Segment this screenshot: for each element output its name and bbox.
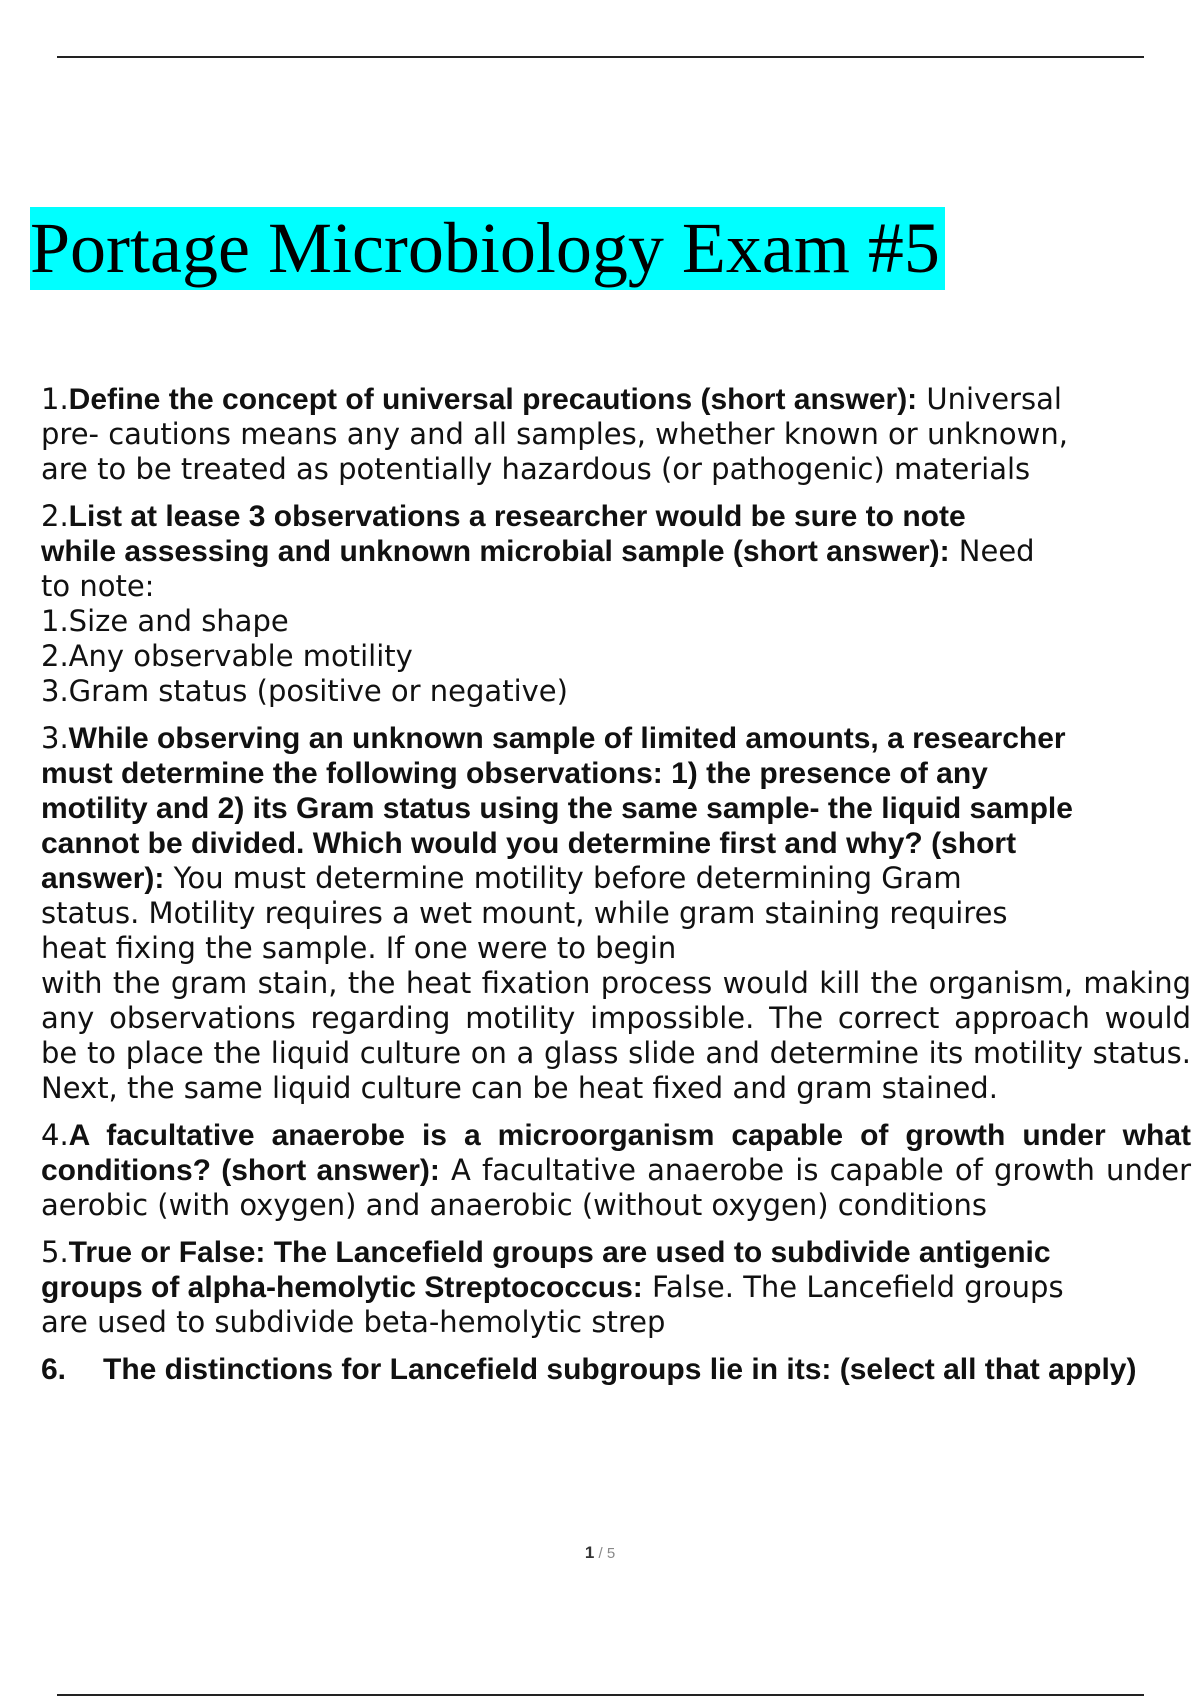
- list-item-number: 3.: [41, 674, 69, 708]
- question-answer: Need: [949, 534, 1035, 568]
- page-title: Portage Microbiology Exam #5: [30, 208, 940, 288]
- page-total: 5: [606, 1545, 616, 1562]
- question-prompt: answer):: [41, 862, 165, 895]
- question-answer: are to be treated as potentially hazardous (or pathogenic) materials: [41, 452, 1031, 486]
- question-answer: status. Motility requires a wet mount, while gram staining requires: [41, 896, 1008, 930]
- question-2: [41, 499, 1191, 709]
- question-prompt: The distinctions for Lancefield subgroups lie in its: (select all that apply): [103, 1353, 1137, 1386]
- list-item-number: 1.: [41, 604, 69, 638]
- list-item: [41, 674, 1191, 709]
- list-item-text: Any observable motility: [68, 639, 413, 673]
- question-5: [41, 1235, 1191, 1340]
- question-answer-continued: with the gram stain, the heat fixation process would kill the organism, making any observations regarding motility impossible. The correct approach would be to place the liquid culture on a glass slide and determine its motility status. Next, the same liquid culture can be heat fixed and gram stained.: [41, 966, 1191, 1105]
- bottom-rule: [57, 1694, 1144, 1696]
- question-3: [41, 721, 1191, 1106]
- question-prompt: must determine the following observations: 1) the presence of any: [41, 757, 988, 790]
- question-prompt: while assessing and unknown microbial sample (short answer):: [41, 535, 950, 568]
- page-current: 1: [584, 1543, 595, 1562]
- question-answer: You must determine motility before determining Gram: [164, 861, 962, 895]
- list-item-text: Size and shape: [68, 604, 289, 638]
- question-number: 3.: [41, 721, 69, 755]
- question-prompt: cannot be divided. Which would you determine first and why? (short: [41, 827, 1017, 860]
- list-item: [41, 639, 1191, 674]
- page-separator: /: [594, 1545, 607, 1562]
- question-prompt: Define the concept of universal precautions (short answer):: [68, 383, 918, 416]
- question-number: 1.: [41, 382, 69, 416]
- question-prompt: True or False: The Lancefield groups are used to subdivide antigenic: [68, 1236, 1051, 1269]
- question-prompt: motility and 2) its Gram status using the same sample- the liquid sample: [41, 792, 1073, 825]
- question-6: [41, 1352, 1191, 1387]
- question-1: [41, 382, 1191, 487]
- question-prompt: While observing an unknown sample of limited amounts, a researcher: [68, 722, 1066, 755]
- question-4: [41, 1118, 1191, 1223]
- page-number: [0, 1543, 1200, 1563]
- question-number: 4.: [41, 1118, 69, 1152]
- question-prompt: groups of alpha-hemolytic Streptococcus:: [41, 1271, 643, 1304]
- question-answer: False. The Lancefield groups: [642, 1270, 1064, 1304]
- question-answer: heat fixing the sample. If one were to begin: [41, 931, 677, 965]
- question-answer: are used to subdivide beta-hemolytic strep: [41, 1305, 666, 1339]
- question-number: 5.: [41, 1235, 69, 1269]
- question-number: 6.: [41, 1353, 67, 1386]
- list-item: [41, 604, 1191, 639]
- title-highlight: [30, 207, 945, 290]
- question-answer: pre- cautions means any and all samples, whether known or unknown,: [41, 417, 1068, 451]
- question-answer: Universal: [917, 382, 1062, 416]
- list-item-number: 2.: [41, 639, 69, 673]
- list-item-text: Gram status (positive or negative): [68, 674, 568, 708]
- question-prompt: List at lease 3 observations a researcher would be sure to note: [68, 500, 966, 533]
- question-list: [41, 382, 1191, 1387]
- question-answer: to note:: [41, 569, 155, 603]
- question-answer: A facultative anaerobe is capable of growth under aerobic (with oxygen) and anaerobic (without oxygen) conditions: [41, 1153, 1191, 1222]
- top-rule: [57, 56, 1144, 58]
- question-number: 2.: [41, 499, 69, 533]
- question-prompt: A facultative anaerobe is a microorganism capable of growth under what conditions? (short answer):: [41, 1119, 1191, 1187]
